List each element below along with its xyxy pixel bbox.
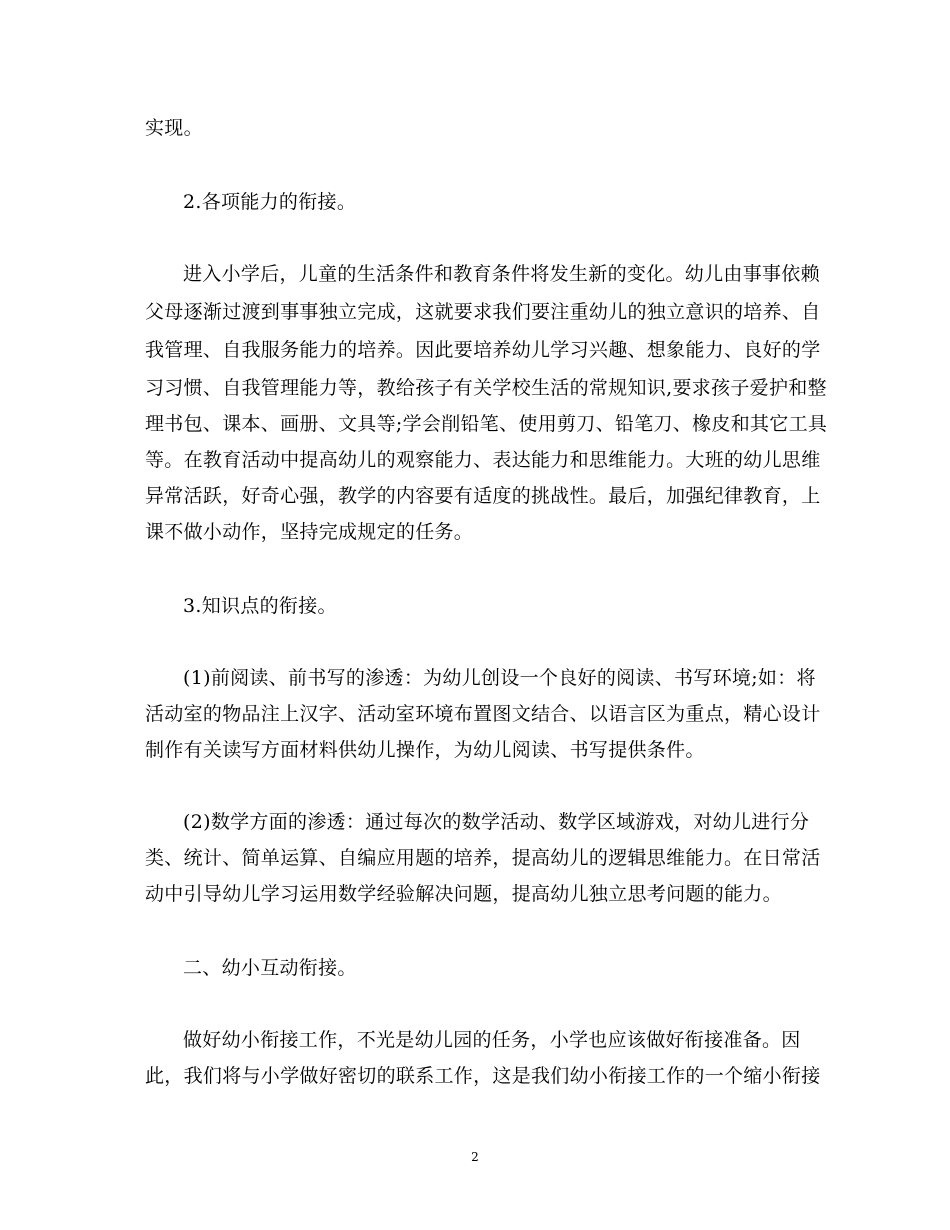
text-line: 进入小学后，儿童的生活条件和教育条件将发生新的变化。幼儿由事事依赖 [183, 263, 820, 285]
text-line: 我管理、自我服务能力的培养。因此要培养幼儿学习兴趣、想象能力、良好的学 [145, 339, 821, 361]
text-line: 习习惯、自我管理能力等，教给孩子有关学校生活的常规知识,要求孩子爱护和整 [145, 377, 827, 399]
text-line: 类、统计、简单运算、自编应用题的培养，提高幼儿的逻辑思维能力。在日常活 [145, 847, 821, 869]
text-line: 异常活跃，好奇心强，教学的内容要有适度的挑战性。最后，加强纪律教育，上 [145, 485, 821, 507]
text-line: 课不做小动作，坚持完成规定的任务。 [145, 521, 474, 543]
text-line: 动中引导幼儿学习运用数学经验解决问题，提高幼儿独立思考问题的能力。 [145, 883, 782, 905]
text-line: 活动室的物品注上汉字、活动室环境布置图文结合、以语言区为重点，精心设计 [145, 703, 821, 725]
page-number: 2 [471, 1150, 479, 1164]
text-line: 制作有关读写方面材料供幼儿操作，为幼儿阅读、书写提供条件。 [145, 739, 705, 761]
text-line: 父母逐渐过渡到事事独立完成，这就要求我们要注重幼儿的独立意识的培养、自 [145, 301, 821, 323]
text-line: 等。在教育活动中提高幼儿的观察能力、表达能力和思维能力。大班的幼儿思维 [145, 449, 821, 471]
text-line: 实现。 [145, 117, 203, 139]
section-heading: 二、幼小互动衔接。 [183, 957, 357, 979]
text-line: (1)前阅读、前书写的渗透：为幼儿创设一个良好的阅读、书写环境;如：将 [183, 667, 816, 689]
text-line: 理书包、课本、画册、文具等;学会削铅笔、使用剪刀、铅笔刀、橡皮和其它工具 [145, 413, 828, 435]
text-line: 此，我们将与小学做好密切的联系工作，这是我们幼小衔接工作的一个缩小衔接 [145, 1065, 821, 1087]
text-line: 做好幼小衔接工作，不光是幼儿园的任务，小学也应该做好衔接准备。因 [183, 1029, 801, 1051]
text-line: (2)数学方面的渗透：通过每次的数学活动、数学区域游戏，对幼儿进行分 [183, 811, 810, 833]
section-heading: 2.各项能力的衔接。 [183, 191, 357, 213]
section-heading: 3.知识点的衔接。 [183, 595, 337, 617]
